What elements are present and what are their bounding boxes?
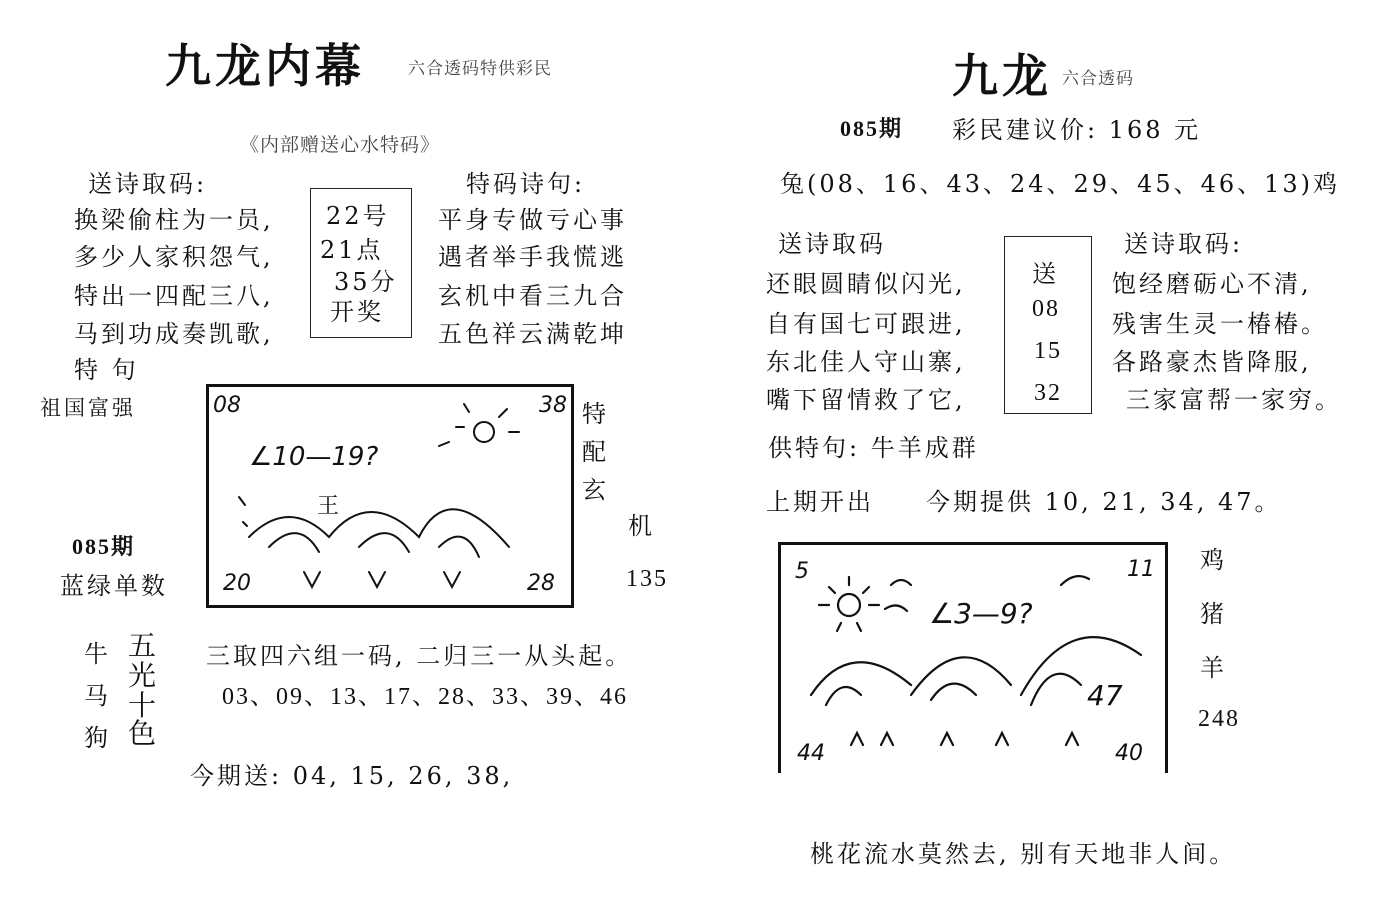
right-poem-right-1: 饱经磨砺心不清,: [1112, 270, 1312, 298]
left-pic-middle: ∠10—19?: [249, 442, 379, 472]
right-poem-right-3: 各路豪杰皆降服,: [1112, 348, 1312, 376]
right-footer: 桃花流水莫然去, 别有天地非人间。: [810, 840, 1237, 868]
gift-number-3: 32: [1034, 380, 1062, 406]
draw-minute: 35分: [334, 268, 398, 296]
right-poem-right-2: 残害生灵一椿椿。: [1112, 310, 1328, 338]
left-pic-top-left: 08: [213, 393, 241, 418]
left-poem-line-4: 马到功成奏凯歌,: [74, 320, 274, 348]
special-phrase: 祖国富强: [40, 396, 136, 420]
right-poem-left-4: 嘴下留情救了它,: [766, 386, 966, 414]
five-light-2: 光: [128, 659, 160, 692]
right-poem-header-left: 送诗取码: [778, 230, 886, 258]
left-picture-drawing: [209, 387, 571, 605]
left-pic-center: 王: [317, 494, 343, 519]
right-poem-left-1: 还眼圆睛似闪光,: [766, 270, 966, 298]
left-pic-bottom-right: 28: [527, 571, 555, 596]
right-poem-left-2: 自有国七可跟进,: [766, 310, 966, 338]
draw-date: 22号: [326, 202, 390, 230]
special-phrase-label: 特 句: [74, 356, 139, 384]
right-side-char-1: 鸡: [1200, 546, 1227, 574]
right-pic-bottom-left: 44: [797, 741, 825, 766]
right-pic-mid-right: 47: [1087, 679, 1123, 712]
right-side-char-3: 羊: [1200, 654, 1227, 682]
right-this-issue: 今期提供 10, 21, 34, 47。: [926, 488, 1282, 516]
right-poem-left-3: 东北佳人守山寨,: [766, 348, 966, 376]
right-price: 彩民建议价: 168 元: [952, 116, 1202, 144]
left-pic-bottom-left: 20: [223, 571, 251, 596]
right-picture-drawing: [781, 545, 1165, 773]
draw-open: 开奖: [330, 298, 384, 326]
left-verse-line-2: 遇者举手我慌逃: [438, 243, 627, 271]
right-subtitle: 六合透码: [1062, 69, 1134, 89]
left-issue: 085期: [72, 534, 136, 559]
left-side-char-1: 特: [582, 400, 609, 428]
left-poem-header: 送诗取码:: [88, 170, 208, 198]
five-light-1: 五: [128, 629, 160, 662]
right-pic-bottom-right: 40: [1115, 741, 1143, 766]
left-poem-line-3: 特出一四配三八,: [74, 282, 274, 310]
left-subtitle: 六合透码特供彩民: [408, 59, 552, 79]
animal-1: 牛: [84, 640, 111, 668]
right-pic-middle: ∠3—9?: [929, 597, 1033, 630]
left-verse-line-3: 玄机中看三九合: [438, 282, 627, 310]
left-numbers-line: 03、09、13、17、28、33、39、46: [222, 684, 628, 710]
right-rabbit-line: 兔(08、16、43、24、29、45、46、13)鸡: [780, 170, 1341, 198]
left-verse-line-1: 平身专做亏心事: [438, 206, 627, 234]
right-issue: 085期: [840, 116, 904, 141]
right-poem-header-right: 送诗取码:: [1124, 230, 1244, 258]
left-rule: 三取四六组一码, 二归三一从头起。: [206, 642, 633, 670]
gift-number-2: 15: [1034, 338, 1062, 364]
left-side-ji: 机: [628, 512, 655, 540]
right-last-issue: 上期开出: [766, 488, 874, 516]
right-hint-picture: [778, 542, 1168, 773]
left-verse-line-4: 五色祥云满乾坤: [438, 320, 627, 348]
right-title: 九龙: [952, 49, 1052, 103]
left-special-header: 特码诗句:: [466, 170, 586, 198]
left-side-char-2: 配: [582, 438, 609, 466]
right-poem-right-4: 三家富帮一家穷。: [1126, 386, 1342, 414]
gift-label: 送: [1032, 260, 1059, 288]
left-gift-note: 《内部赠送心水特码》: [240, 134, 441, 156]
right-side-number: 248: [1198, 706, 1240, 732]
five-light-3: 十: [128, 689, 160, 722]
left-side-char-3: 玄: [582, 476, 609, 504]
left-title: 九龙内幕: [165, 39, 365, 93]
left-poem-line-2: 多少人家积怨气,: [74, 243, 274, 271]
left-side-number: 135: [626, 566, 668, 592]
right-pic-top-right: 11: [1127, 557, 1155, 582]
right-side-char-2: 猪: [1200, 600, 1227, 628]
left-pic-top-right: 38: [539, 393, 567, 418]
gift-number-1: 08: [1032, 296, 1060, 322]
color-hint: 蓝绿单数: [60, 572, 168, 600]
left-this-issue: 今期送: 04, 15, 26, 38,: [190, 762, 514, 790]
right-pic-top-left: 5: [795, 559, 809, 584]
animal-3: 狗: [84, 724, 111, 752]
animal-2: 马: [84, 682, 111, 710]
draw-hour: 21点: [320, 236, 384, 264]
left-poem-line-1: 换梁偷柱为一员,: [74, 206, 274, 234]
left-hint-picture: [206, 384, 574, 608]
five-light-4: 色: [128, 717, 160, 750]
right-special-phrase: 供特句: 牛羊成群: [768, 434, 979, 462]
